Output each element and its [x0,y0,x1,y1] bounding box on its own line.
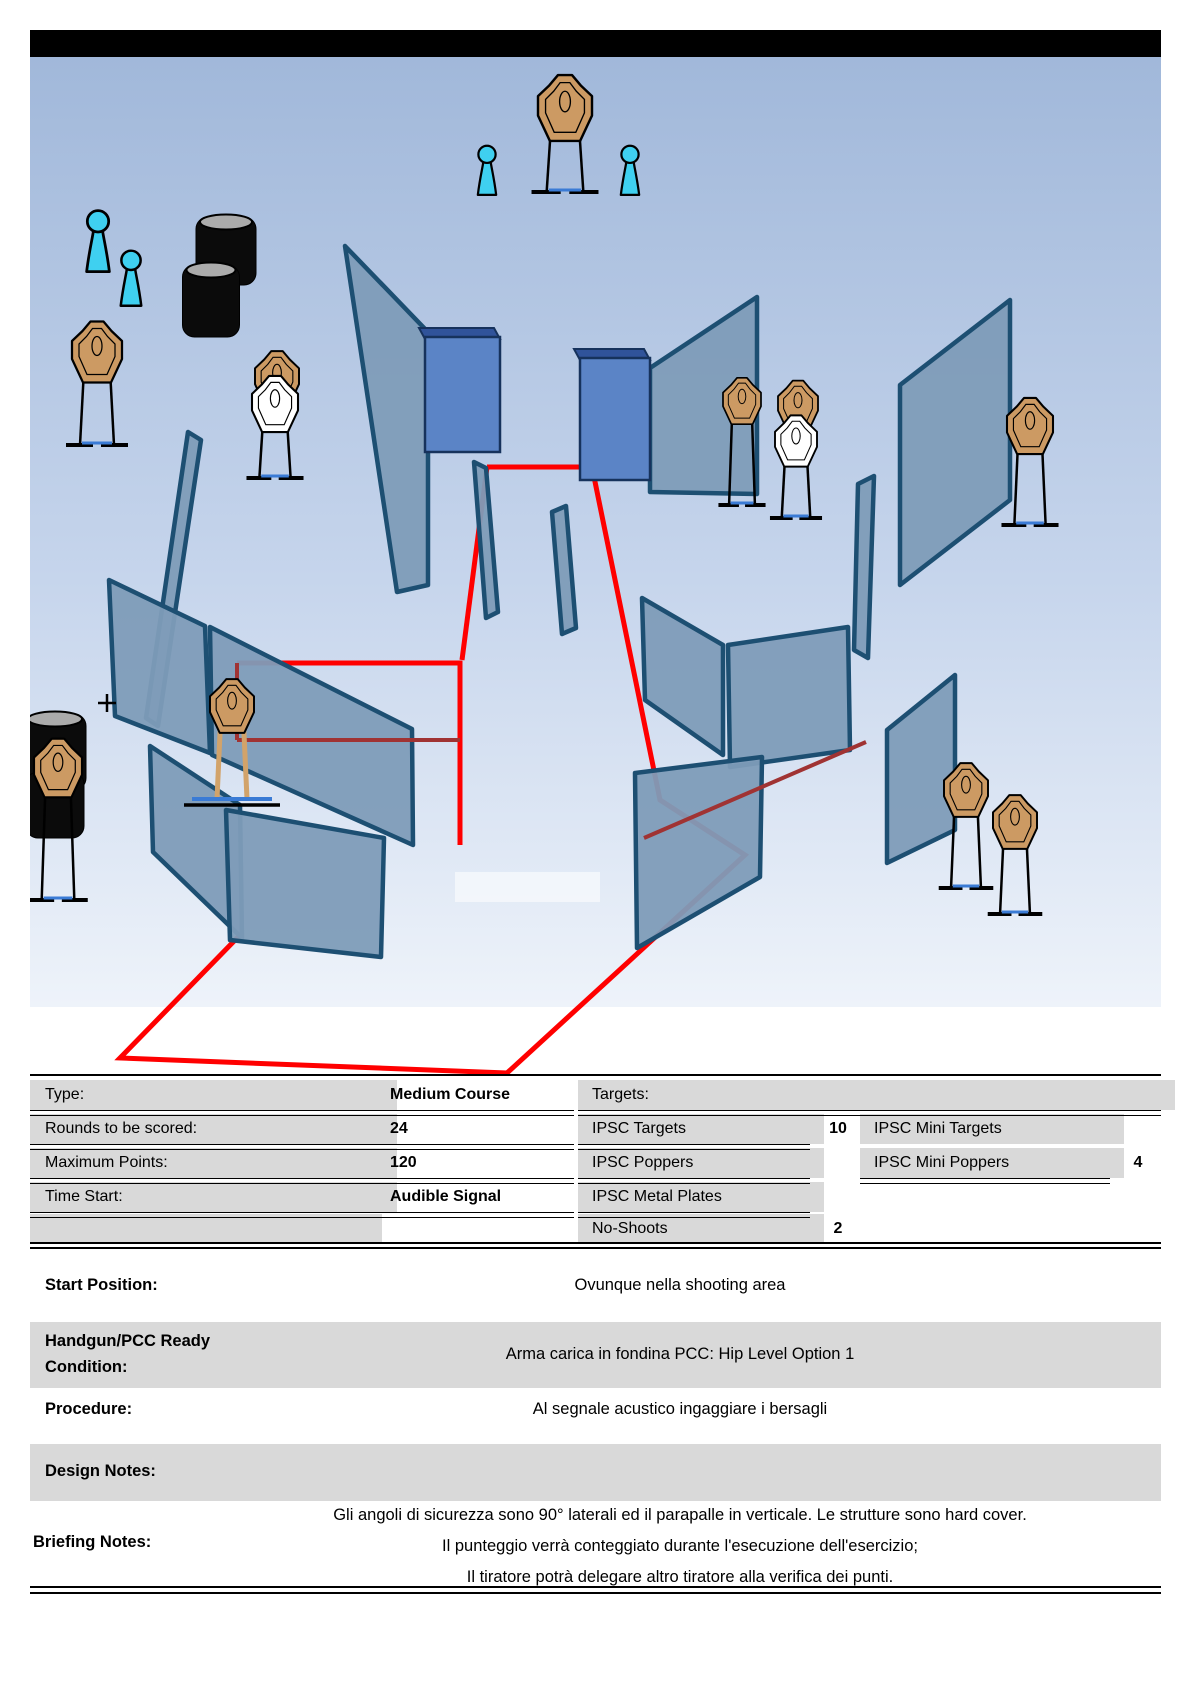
ipsc-poppers-label: IPSC Poppers [578,1148,824,1178]
rounds-value: 24 [390,1120,408,1137]
time-start-value: Audible Signal [390,1188,502,1205]
start-position-value: Ovunque nella shooting area [574,1276,786,1294]
barrel-lid [187,263,236,278]
type-label: Type: [30,1080,397,1110]
no-shoots-count: 2 [833,1220,843,1237]
barrel-lid [200,215,252,230]
briefing-line-3: Il tiratore potrà delegare altro tiratore alla verifica dei punti. [466,1568,894,1586]
time-start-label: Time Start: [30,1182,397,1212]
wall-lower-left-b [226,810,384,957]
procedure-value: Al segnale acustico ingaggiare i bersagli [532,1400,828,1418]
wall-lowerright-big [728,627,850,767]
type-value: Medium Course [390,1086,511,1103]
page-bottom-divider [30,1586,1161,1594]
mini-targets-label: IPSC Mini Targets [860,1114,1124,1144]
ready-condition-label-2: Condition: [45,1358,128,1376]
wall-right-sliver [854,476,874,658]
max-points-label: Maximum Points: [30,1148,397,1178]
stage-diagram [30,57,1161,1080]
table-bottom-divider [30,1242,1161,1249]
stage-info-table [30,1074,1161,1244]
empty-label-cell [30,1214,382,1244]
briefing-line-2: Il punteggio verrà conteggiato durante l'esecuzione dell'esercizio; [442,1537,918,1555]
ipsc-targets-label: IPSC Targets [578,1114,824,1144]
start-position-label: Start Position: [45,1276,158,1294]
procedure-label: Procedure: [45,1400,133,1418]
metal-plates-label: IPSC Metal Plates [578,1182,824,1212]
briefing-notes-label: Briefing Notes: [33,1533,152,1551]
light-patch [455,872,600,902]
barrel-lid [30,712,82,727]
blue-box [425,337,500,452]
briefing-line-1: Gli angoli di sicurezza sono 90° laterali ed il parapalle in verticale. Le strutture sono hard cover. [333,1506,1027,1524]
ready-condition-label-1: Handgun/PCC Ready [45,1332,211,1350]
targets-header: Targets: [578,1080,1175,1110]
ipsc-targets-count: 10 [829,1120,847,1137]
ready-condition-value: Arma carica in fondina PCC: Hip Level Option 1 [505,1345,855,1363]
max-points-value: 120 [390,1154,417,1171]
rounds-label: Rounds to be scored: [30,1114,397,1144]
mini-poppers-label: IPSC Mini Poppers [860,1148,1124,1178]
mini-poppers-count: 4 [1133,1154,1143,1171]
no-shoots-label: No-Shoots [578,1214,824,1244]
blue-box [580,358,650,480]
design-notes-label: Design Notes: [45,1462,156,1480]
top-border-bar [30,30,1161,57]
design-notes-band [30,1444,1161,1501]
